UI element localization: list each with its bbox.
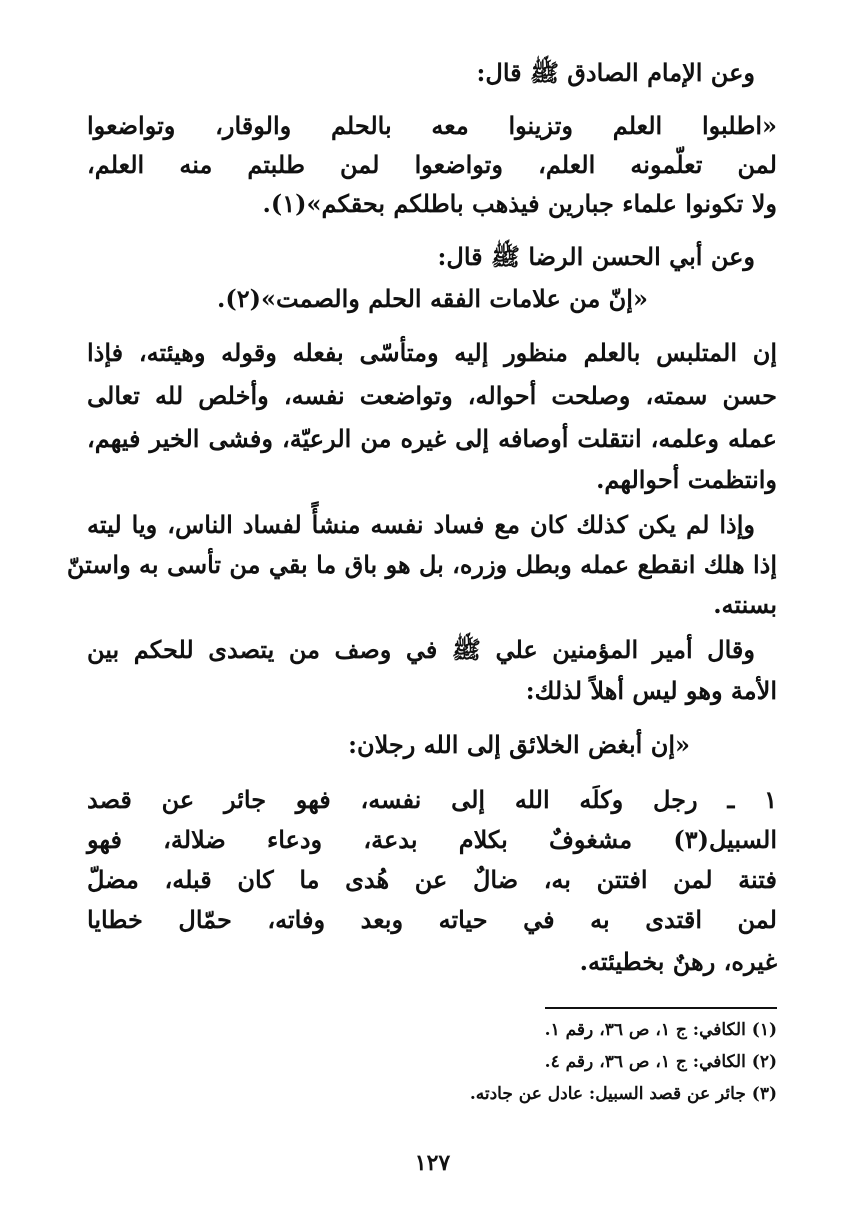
body-line: وقال أمير المؤمنين علي ﷺ في وصف من يتصدى للحكم بين <box>87 635 755 664</box>
quote-line: ١ ـ رجل وكلَه الله إلى نفسه، فهو جائر عن قصد <box>87 785 777 814</box>
footnote: (٣) جائر عن قصد السبيل: عادل عن جادته. <box>469 1084 777 1104</box>
footnote: (١) الكافي: ج ١، ص ٣٦، رقم ١. <box>544 1020 777 1040</box>
quote-line: فتنة لمن افتتن به، ضالٌ عن هُدى ما كان قبله، مضلّ <box>87 865 777 894</box>
quote-line: «إن أبغض الخلائق إلى الله رجلان: <box>348 730 690 759</box>
body-line: إن المتلبس بالعلم منظور إليه ومتأسّى بفعله وقوله وهيئته، فإذا <box>87 338 777 367</box>
quote-line: غيره، رهنٌ بخطيئته. <box>579 947 777 976</box>
body-line: بسنته. <box>713 590 777 619</box>
body-line: الأمة وهو ليس أهلاً لذلك: <box>525 676 777 705</box>
quote-line: السبيل(٣) مشغوفٌ بكلام بدعة، ودعاء ضلالة، فهو <box>87 825 777 854</box>
quote-line: ولا تكونوا علماء جبارين فيذهب باطلكم بحقكم»(١). <box>262 189 777 218</box>
intro-line: وعن أبي الحسن الرضا ﷺ قال: <box>437 242 755 271</box>
body-line: إذا هلك انقطع عمله وبطل وزره، بل هو باق ما بقي من تأسى به واستنّ <box>66 550 777 579</box>
page-number: ١٢٧ <box>414 1150 451 1176</box>
footnote: (٢) الكافي: ج ١، ص ٣٦، رقم ٤. <box>544 1052 777 1072</box>
quote-line: لمن اقتدى به في حياته وبعد وفاته، حمّال خطايا <box>87 905 777 934</box>
quote-line: «إنّ من علامات الفقه الحلم والصمت»(٢). <box>217 284 648 313</box>
body-line: حسن سمته، وصلحت أحواله، وتواضعت نفسه، وأخلص لله تعالى <box>87 381 777 410</box>
body-line: وإذا لم يكن كذلك كان مع فساد نفسه منشأً لفساد الناس، ويا ليته <box>87 510 755 539</box>
body-line: عمله وعلمه، انتقلت أوصافه إلى غيره من الرعيّة، وفشى الخير فيهم، <box>87 424 777 453</box>
quote-line: «اطلبوا العلم وتزينوا معه بالحلم والوقار، وتواضعوا <box>87 111 777 140</box>
footnote-separator <box>545 1007 777 1009</box>
body-line: وانتظمت أحوالهم. <box>596 465 777 494</box>
intro-line: وعن الإمام الصادق ﷺ قال: <box>476 58 755 87</box>
quote-line: لمن تعلّمونه العلم، وتواضعوا لمن طلبتم منه العلم، <box>87 150 777 179</box>
